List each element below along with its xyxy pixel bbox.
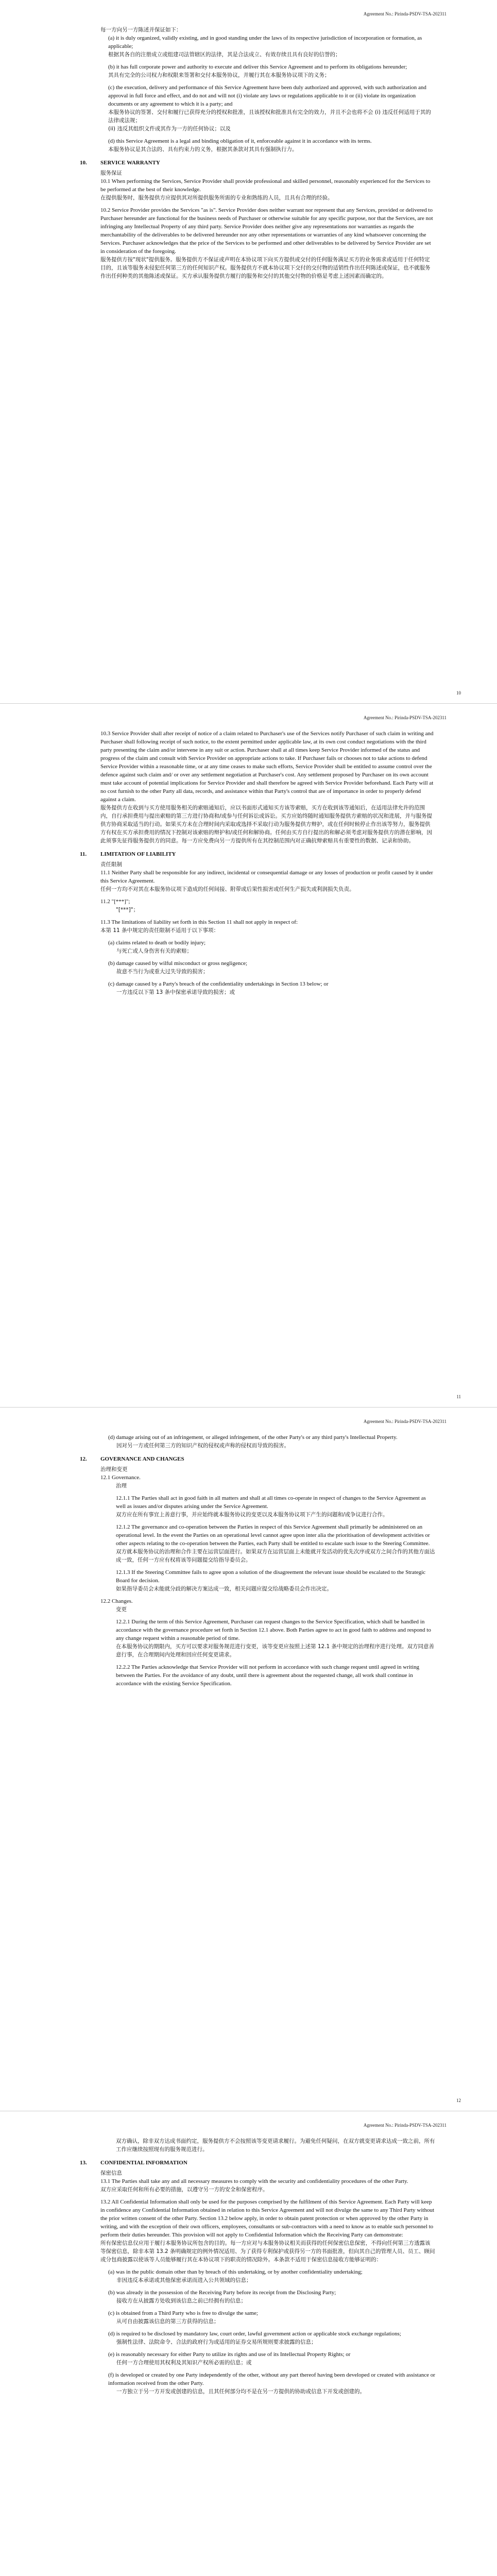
exception-d: (d) damage arising out of an infringement, or alleged infringement, of the other Party's or any third party's Intellectual Property. 因对另一方或任何第三方的知识产权的侵权或声称的侵权而导致的损害。 bbox=[108, 1434, 398, 1449]
section-12-title-zh: 治理和变更 bbox=[100, 1466, 128, 1472]
page-number: 11 bbox=[456, 1394, 461, 1399]
clause-12-1-3: 12.1.3 If the Steering Committee fails to agree upon a solution of the disagreement the relevant issue should be escalated to the Strategic Board for decision. 如果指导委员会未能就分歧的解决方案达成一致，相关问题应提交给战略委员会作出决定。 bbox=[116, 1569, 426, 1592]
clause-11-2: 11.2 "[***]"; "[***]"； bbox=[100, 899, 139, 913]
intro-text: 每一方向另一方陈述并保证如下： bbox=[100, 27, 182, 33]
clause-10-2: 10.2 Service Provider provides the Services "as is". Service Provider does neither warrant nor represent that any Services, provided or delivered to Purchaser hereunder are functional for the business needs of Purchaser or otherwise suitable for any specific purpose, nor that the Services, are not infringing any Intellectual Property of any third party. Service Provider does neither give any representations nor warranties as regards the merchantability of the deliverables to be delivered hereunder nor any other representations or warranties of any kind whatsoever concerning the Services. Purchaser acknowledges that the price of the Services to be performed and other deliverables to be delivered by Service Provider are set in consideration of the foregoing. 服务提供方按"现状"提供服务。服务提供方不保证或声明在本协议项下向买方提供或交付的任何服务满足买方的业务需求或适用于任何特定目的，且该等服务未侵犯任何第三方的任何知识产权。服务提供方不就本协议项下交付的交付物的适销性作出任何陈述或保证，也不就服务作出任何种类的其他陈述或保证。买方承认服务提供方履行的服务和交付的其他交付物的价格是考虑上述因素而确定的。 bbox=[100, 207, 433, 279]
rep-b: (b) it has full corporate power and authority to execute and deliver this Service Agreement and to perform its obligations hereunder; 其具有完全的公司权力和权限来签署和交付本服务协议，并履行其在本服务协议项下的义务； bbox=[108, 64, 407, 78]
confidential-exception-d: (d) is required to be disclosed by mandatory law, court order, lawful government action or applicable stock exchange regulations; 强制性法律、法院命令、合法的政府行为或适用的证券交易所规则要求披露的信息； bbox=[108, 2331, 401, 2345]
clause-12-2: 12.2 Changes. 变更 bbox=[100, 1598, 133, 1613]
exception-c: (c) damage caused by a Party's breach of the confidentiality undertakings in Section 13 below; or 一方违反以下第 13 条中保密承诺导致的损害；或 bbox=[108, 981, 329, 995]
exception-b: (b) damage caused by wilful misconduct or gross negligence; 故意不当行为或重大过失导致的损害； bbox=[108, 960, 248, 975]
page-3 bbox=[0, 1408, 497, 2110]
confidential-exception-c: (c) is obtained from a Third Party who is free to divulge the same; 从可自由披露该信息的第三方获得的信息； bbox=[108, 2310, 258, 2325]
rep-c: (c) the execution, delivery and performance of this Service Agreement have been duly authorized and approved, with such authorization and approval in full force and effect, and do not and will not (i) violate any laws or regulations applicable to it or (ii) violate its organization documents or any agreement to which it is a party; and 本服务协议的签署、交付和履行已获得充分的授权和批准，且该授权和批准具有完全的效力，并且不会也将不会 (i) 违反任何适用于其的法律或法规； (ii) 违反其组织文件或其作为一方的任何协议；以及 bbox=[108, 84, 431, 132]
clause-12-1-1: 12.1.1 The Parties shall act in good faith in all matters and shall at all times co-operate in respect of changes to the Service Agreement as well as issues and/or disputes arising under the Service Agreement. 双方应在所有事宜上善意行事，并应始终就本服务协议的变更以及本服务协议项下产生的问题和/或争议进行合作。 bbox=[116, 1495, 426, 1518]
section-13-title-zh: 保密信息 bbox=[100, 2170, 122, 2176]
section-10-heading: 10. SERVICE WARRANTY bbox=[80, 160, 160, 166]
clause-10-3: 10.3 Service Provider shall after receipt of notice of a claim related to Purchaser's use of the Services notify Purchaser of such claim in writing and Purchaser shall following receipt of such notice, to the extent permitted under applicable law, at its own cost conduct negotiations with the third party presenting the claim and/or intervene in any suit or action. Purchaser shall at all times keep Service Provider informed of the status and progress of the claim and consult with Service Provider on appropriate actions to take. If Purchaser fails or chooses not to take actions to defend Service Provider within a reasonable time, or at any time ceases to make such efforts, Service Provider shall be entitled to assume control over the defence against such claim and/ or over any settlement negotiation at Purchaser's cost. Any settlement proposed by Purchaser on its own account must take account of potential implications for Service Provider and shall therefore be agreed with Service Provider beforehand. Each Party will at no cost furnish to the other Party all data, records, and assistance within that Party's control that are of importance in order to properly defend against a claim. 服务提供方在收到与买方使用服务相关的索赔通知后，应以书面形式通知买方该等索赔，买方在收到该等通知后，在适用法律允许的范围内，自行承担费用与提出索赔的第三方进行协商和/或参与任何诉讼或诉讼。买方应始终随时通知服务提供方索赔的状况和进展，并与服务提供方协商采取适当的行动。如果买方未在合理时间内采取或选择不采取行动为服务提供方辩护，或在任何时候停止作出该等努力，服务提供方有权在买方承担费用的情况下控制对该索赔的辩护和/或任何和解协商。任何由买方自行提出的和解必须考虑对服务提供方的潜在影响，因此须事先征得服务提供方的同意。每一方应免费向另一方提供所有在其控制范围内对正确抗辩索赔具有重要性的数据、记录和协助。 bbox=[100, 731, 434, 844]
section-10-title-zh: 服务保证 bbox=[100, 170, 122, 176]
clause-10-1: 10.1 When performing the Services, Service Provider shall provide professional and skilled personnel, reasonably experienced for the Services to be performed at the best of their knowledge. 在提供服务时，服务提供方应提供其对所提供服务所需的专业和熟练的人员，且具有合理的经验。 bbox=[100, 178, 431, 201]
agreement-ref-header: Agreement No.: Pirinda-PSDV-TSA-202311 bbox=[363, 1419, 447, 1424]
confidential-exception-b: (b) was already in the possession of the Receiving Party before its receipt from the Disclosing Party; 接收方在从披露方处收到该信息之前已经拥有的信息； bbox=[108, 2290, 336, 2304]
confidential-exception-f: (f) is developed or created by one Party independently of the other, without any part thereof having been developed or created with assistance or information received from the other Party. 一方独立于另一方开发或创建的信息，且其任何部分均不是在另一方提供的协助或信息下开发或创建的。 bbox=[108, 2372, 435, 2395]
clause-12-2-2: 12.2.2 The Parties acknowledge that Service Provider will not perform in accordance with such change request until agreed in writing between the Parties. For the avoidance of any doubt, until there is agreement about the requested change, all work shall continue in accordance with the existing Service Specification. bbox=[116, 1664, 420, 1687]
section-13-heading: 13. CONFIDENTIAL INFORMATION bbox=[80, 2160, 187, 2166]
rep-d: (d) this Service Agreement is a legal and binding obligation of it, enforceable against it in accordance with its terms. 本服务协议是其合法的、具有约束力的义务，根据其条款对其具有强制执行力。 bbox=[108, 138, 372, 152]
clause-12-2-2-zh: 双方确认，除非双方达成书面约定，服务提供方不会按照该等变更请求履行。为避免任何疑问，在双方就变更请求达成一致之前，所有工作应继续按照现有的服务规范进行。 bbox=[116, 2138, 435, 2153]
clause-12-1-2: 12.1.2 The governance and co-operation between the Parties in respect of this Service Agreement shall primarily be administered on an operational level. In the event the Parties on an operational level cannot agree upon inter alia the prioritisation of development activities or other aspects relating to the co-operation between the Parties, each Party shall be entitled to escalate such issue to the Steering Committee. 双方就本服务协议的治理和合作主要在运营层面进行。如果双方在运营层面上未能就开发活动的优先次序或双方之间合作的其他方面达成一致，任何一方应有权将该等问题提交给指导委员会。 bbox=[116, 1524, 435, 1563]
section-11-title-zh: 责任限制 bbox=[100, 861, 122, 868]
section-11-heading: 11. LIMITATION OF LIABILITY bbox=[80, 851, 176, 857]
clause-11-1: 11.1 Neither Party shall be responsible for any indirect, incidental or consequential damage or any losses of production or profit caused by it under this Service Agreement. 任何一方均不对其在本服务协议项下造成的任何间接、附带或后果性损害或任何生产损失或利润损失负责。 bbox=[100, 870, 433, 892]
clause-12-2-1: 12.2.1 During the term of this Service Agreement, Purchaser can request changes to the Service Specification, which shall be handled in accordance with the governance procedure set forth in Section 12.1 above. Both Parties agree to act in good faith to address and respond to any change request within a reasonable period of time. 在本服务协议的期限内，买方可以要求对服务规范进行变更，该等变更应按照上述第 12.1 条中规定的治理程序进行处理。双方同意善意行事，在合理期间内处理和回应任何变更请求。 bbox=[116, 1619, 435, 1658]
agreement-ref-header: Agreement No.: Pirinda-PSDV-TSA-202311 bbox=[363, 11, 447, 16]
confidential-exception-e: (e) is reasonably necessary for either Party to utilize its rights and use of its Intellectual Property Rights; or 任何一方合理使用其权利及其知识产权所必需的信息；或 bbox=[108, 2351, 351, 2366]
clause-13-2: 13.2 All Confidential Information shall only be used for the purposes comprised by the fulfilment of this Service Agreement. Each Party will keep in confidence any Confidential Information obtained in relation to this Service Agreement and will not divulge the same to any Third Party without the prior written consent of the other Party. Section 13.2 below apply, in order to obtain patent protection or when approved by the other Party in writing, and with the exception of their own officers, employees, consultants or sub-contractors with a need to know as to enable such personnel to perform their duties hereunder. This provision will not apply to Confidential Information which the Receiving Party can demonstrate: 所有保密信息仅应用于履行本服务协议所包含的目的。每一方应对与本服务协议相关而获得的任何保密信息保密，不得向任何第三方透露该等保密信息，除非本第 13.2 条明确规定的例外情况适用、为了获得专利保护或获得另一方的书面批准，但向其自己的管理人员、员工、顾问或分包商披露以使该等人员能够履行其在本协议项下的职责的情况除外。本条款不适用于保密信息接收方能够证明的： bbox=[100, 2199, 435, 2263]
rep-a: (a) it is duly organized, validly existing, and in good standing under the laws of its respective jurisdiction of incorporation or formation, as applicable; 根据其各自的注册成立或组建司法管辖区的法律，其是合法成立、有效存续且具有良好的信誉的； bbox=[108, 35, 422, 58]
page-2-body bbox=[80, 730, 435, 1001]
section-12-heading: 12. GOVERNANCE AND CHANGES bbox=[80, 1456, 184, 1462]
clause-12-1: 12.1 Governance. 治理 bbox=[100, 1475, 141, 1489]
agreement-ref-header: Agreement No.: Pirinda-PSDV-TSA-202311 bbox=[363, 2123, 447, 2128]
page-number: 10 bbox=[456, 690, 461, 696]
page-3-body bbox=[80, 1433, 435, 1692]
agreement-ref-header: Agreement No.: Pirinda-PSDV-TSA-202311 bbox=[363, 715, 447, 720]
page-2 bbox=[0, 704, 497, 1406]
page-1 bbox=[0, 0, 497, 703]
exception-a: (a) claims related to death or bodily injury; 与死亡或人身伤害有关的索赔； bbox=[108, 940, 206, 954]
clause-13-1: 13.1 The Parties shall take any and all necessary measures to comply with the security and confidentiality procedures of the other Party. 双方应采取任何和所有必要的措施，以遵守另一方的安全和保密程序。 bbox=[100, 2178, 408, 2193]
page-number: 12 bbox=[456, 2098, 461, 2103]
confidential-exception-a: (a) was in the public domain other than by breach of this undertaking, or by another confidentiality undertaking; 非因违反本承诺或其他保密承诺而进入公共领域的信息； bbox=[108, 2269, 363, 2283]
page-1-body bbox=[80, 26, 435, 284]
page-4 bbox=[0, 2111, 497, 2576]
page-4-body bbox=[80, 2137, 435, 2400]
clause-11-3: 11.3 The limitations of liability set forth in this Section 11 shall not apply in respect of: 本第 11 条中规定的责任限制不适用于以下事项： bbox=[100, 919, 298, 934]
